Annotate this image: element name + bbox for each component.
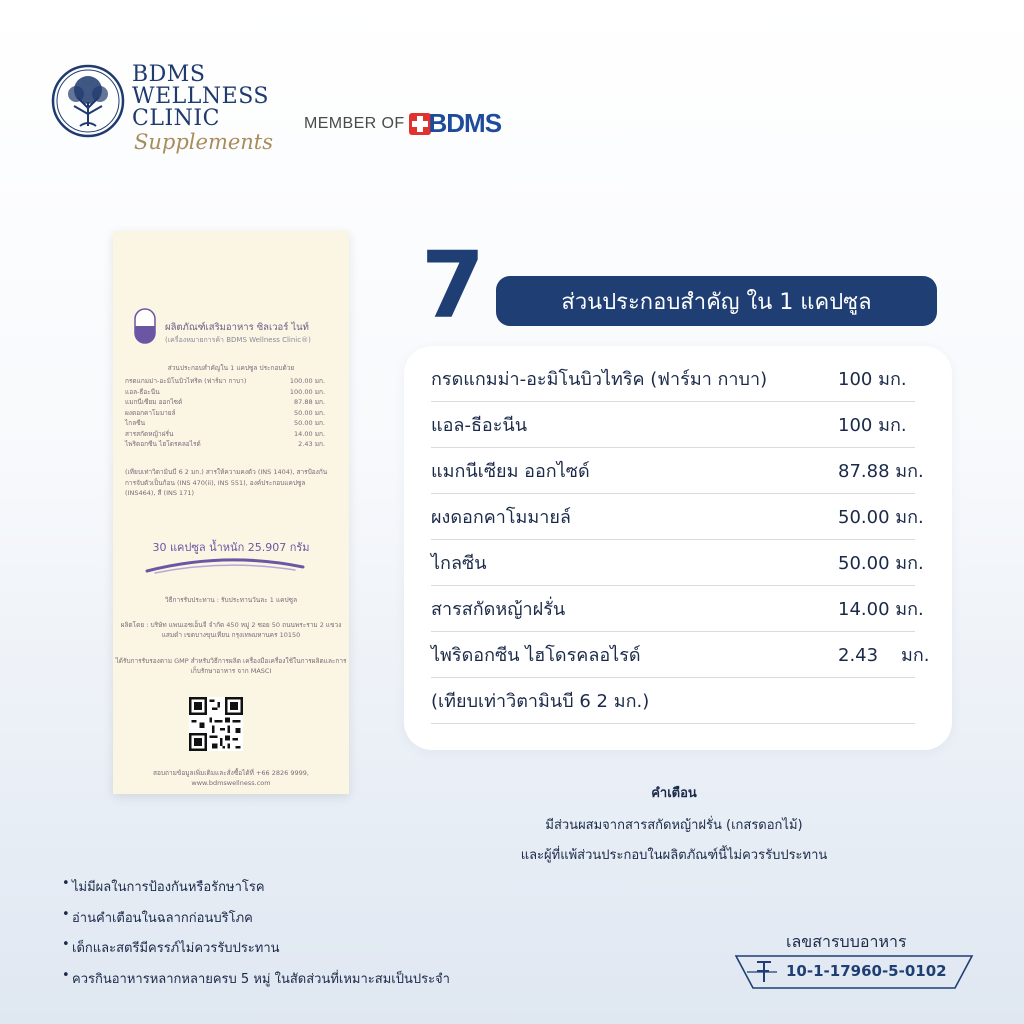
label-ingredients-heading: ส่วนประกอบสำคัญใน 1 แคปซูล ประกอบด้วย: [167, 364, 295, 372]
ingredient-amount: 50.00 มก.: [838, 553, 924, 574]
label-ingredient-name: แมกนีเซียม ออกไซด์: [125, 398, 183, 406]
ingredient-row: [431, 540, 924, 586]
label-ingredient-name: สารสกัดหญ้าฝรั่น: [125, 429, 174, 438]
label-manufacturer: ผลิตโดย : บริษัท แพนเอชเอ็นจี จำกัด 450 หมู่ 2 ซอย 50 ถนนพระราม 2 แขวงแสมดำ เขตบางขุนเทียน กรุงเทพมหานคร 10150: [120, 621, 342, 639]
ingredient-amount: 2.43 มก.: [838, 645, 930, 666]
ingredient-amount: 87.88 มก.: [838, 461, 924, 482]
label-ingredient-list: [125, 376, 325, 450]
ingredient-amount: 50.00 มก.: [838, 507, 924, 528]
ingredient-amount: 100 มก.: [838, 415, 907, 436]
label-swoosh: [145, 553, 305, 575]
label-subtitle: (เครื่องหมายการค้า BDMS Wellness Clinic®): [165, 336, 311, 344]
disclaimer-text: อ่านคำเตือนในฉลากก่อนบริโภค: [72, 910, 253, 926]
ingredient-amount: 14.00 มก.: [838, 599, 924, 620]
ingredient-name: แมกนีเซียม ออกไซด์: [431, 461, 590, 482]
label-ingredient-amount: 50.00 มก.: [294, 419, 325, 427]
ingredient-name: ไกลซีน: [431, 553, 487, 574]
ingredient-name: (เทียบเท่าวิตามินบี 6 2 มก.): [431, 691, 650, 712]
brand-logo: [50, 62, 274, 162]
warning-line-2: และผู้ที่แพ้ส่วนประกอบในผลิตภัณฑ์นี้ไม่ควรรับประทาน: [520, 848, 828, 863]
label-ingredient-name: ไพริดอกซีน ไฮโดรคลอไรด์: [125, 440, 201, 448]
ingredient-row: [431, 586, 924, 632]
ingredient-row: [431, 402, 915, 448]
label-ingredient-row: [125, 439, 325, 450]
label-ingredient-amount: 50.00 มก.: [294, 408, 325, 417]
ingredient-name: กรดแกมม่า-อะมิโนบิวไทริค (ฟาร์มา กาบา): [431, 369, 768, 390]
warning-line-1: มีส่วนผสมจากสารสกัดหญ้าฝรั่น (เกสรดอกไม้): [545, 818, 803, 833]
label-ingredient-row: [125, 387, 325, 398]
ingredient-name: สารสกัดหญ้าฝรั่น: [431, 599, 566, 620]
ingredient-amount: 100 มก.: [838, 369, 907, 390]
ingredient-row: [431, 356, 915, 402]
ingredient-name: แอล-ธีอะนีน: [431, 415, 528, 436]
tree-emblem-icon: [50, 62, 126, 140]
label-ingredient-amount: 100.00 มก.: [289, 377, 325, 385]
label-contact: สอบถามข้อมูลเพิ่มเติมและสั่งซื้อได้ที่ +66 2826 9999, www.bdmswellness.com: [153, 769, 309, 787]
bdms-logo-text: BDMS: [428, 108, 502, 138]
ingredient-row: [431, 632, 930, 678]
qr-code: [189, 697, 243, 751]
label-ingredient-row: [125, 418, 325, 429]
disclaimer-item: • ควรกินอาหารหลากหลายครบ 5 หมู่ ในสัดส่วนที่เหมาะสมเป็นประจำ: [62, 967, 450, 987]
disclaimer-item: • ไม่มีผลในการป้องกันหรือรักษาโรค: [62, 876, 265, 895]
capsule-icon: [134, 308, 156, 344]
ingredient-row: [431, 448, 924, 494]
warning-heading: คำเตือน: [651, 786, 697, 801]
ingredient-count: 7: [421, 232, 482, 339]
bdms-logo: [409, 108, 502, 139]
bdms-cross-icon: [409, 113, 431, 135]
label-ingredient-amount: 2.43 มก.: [298, 440, 325, 448]
disclaimer-item: • เด็กและสตรีมีครรภ์ไม่ควรรับประทาน: [62, 937, 280, 956]
member-of-bdms: [304, 108, 501, 139]
ingredient-row: [431, 494, 924, 540]
label-ingredient-amount: 100.00 มก.: [289, 387, 325, 396]
food-registration-label: เลขสารบบอาหาร: [786, 932, 907, 951]
food-registration-number: 10-1-17960-5-0102: [786, 962, 947, 980]
label-ingredient-amount: 87.88 มก.: [294, 398, 325, 406]
label-ingredient-name: ผงดอกคาโมมายล์: [125, 408, 176, 417]
label-title: ผลิตภัณฑ์เสริมอาหาร ซิลเวอร์ ไนท์: [165, 322, 309, 333]
label-ingredient-row: [125, 397, 325, 408]
label-ingredient-amount: 14.00 มก.: [294, 429, 325, 438]
brand-script: Supplements: [134, 130, 274, 154]
member-of-text: MEMBER OF: [304, 114, 405, 132]
label-ingredient-row: [125, 376, 325, 387]
ingredient-name: ผงดอกคาโมมายล์: [431, 507, 571, 528]
section-title: ส่วนประกอบสำคัญ ใน 1 แคปซูล: [496, 276, 937, 326]
ingredient-name: ไพริดอกซีน ไฮโดรคลอไรด์: [431, 645, 641, 666]
disclaimer-item: • อ่านคำเตือนในฉลากก่อนบริโภค: [62, 906, 253, 926]
disclaimer-text: ควรกินอาหารหลากหลายครบ 5 หมู่ ในสัดส่วนที่เหมาะสมเป็นประจำ: [72, 971, 450, 987]
ingredient-row: [431, 678, 915, 724]
label-gmp: ได้รับการรับรองตาม GMP สำหรับวิธีการผลิต เครื่องมือเครื่องใช้ในการผลิตและการเก็บรักษาอาหาร จาก MASCI: [115, 657, 347, 675]
disclaimer-text: เด็กและสตรีมีครรภ์ไม่ควรรับประทาน: [72, 941, 280, 956]
label-ingredient-name: ไกลซีน: [125, 419, 146, 427]
label-ingredient-row: [125, 429, 325, 440]
label-usage: วิธีการรับประทาน : รับประทานวันละ 1 แคปซูล: [164, 596, 298, 604]
label-additives-note: (เทียบเท่าวิตามินบี 6 2 มก.) สารให้ความคงตัว (INS 1404), สารป้องกันการจับตัวเป็นก้อน (INS 470(ii), INS 551), องค์ประกอบแคปซูล (INS464), สี (INS 171): [125, 468, 328, 497]
product-label: [113, 231, 349, 794]
ingredient-card: [404, 346, 952, 750]
label-ingredient-name: กรดแกมม่า-อะมิโนบิวไทริค (ฟาร์มา กาบา): [125, 377, 247, 385]
brand-name-line-1: BDMS: [132, 62, 206, 87]
disclaimer-text: ไม่มีผลในการป้องกันหรือรักษาโรค: [72, 880, 265, 895]
label-capsule-count: 30 แคปซูล น้ำหนัก 25.907 กรัม: [152, 541, 310, 554]
label-ingredient-row: [125, 408, 325, 419]
disclaimer-list: [62, 876, 450, 998]
brand-name-line-2: WELLNESS: [132, 84, 269, 109]
brand-name-line-3: CLINIC: [132, 106, 220, 131]
label-ingredient-name: แอล-ธีอะนีน: [125, 387, 160, 396]
